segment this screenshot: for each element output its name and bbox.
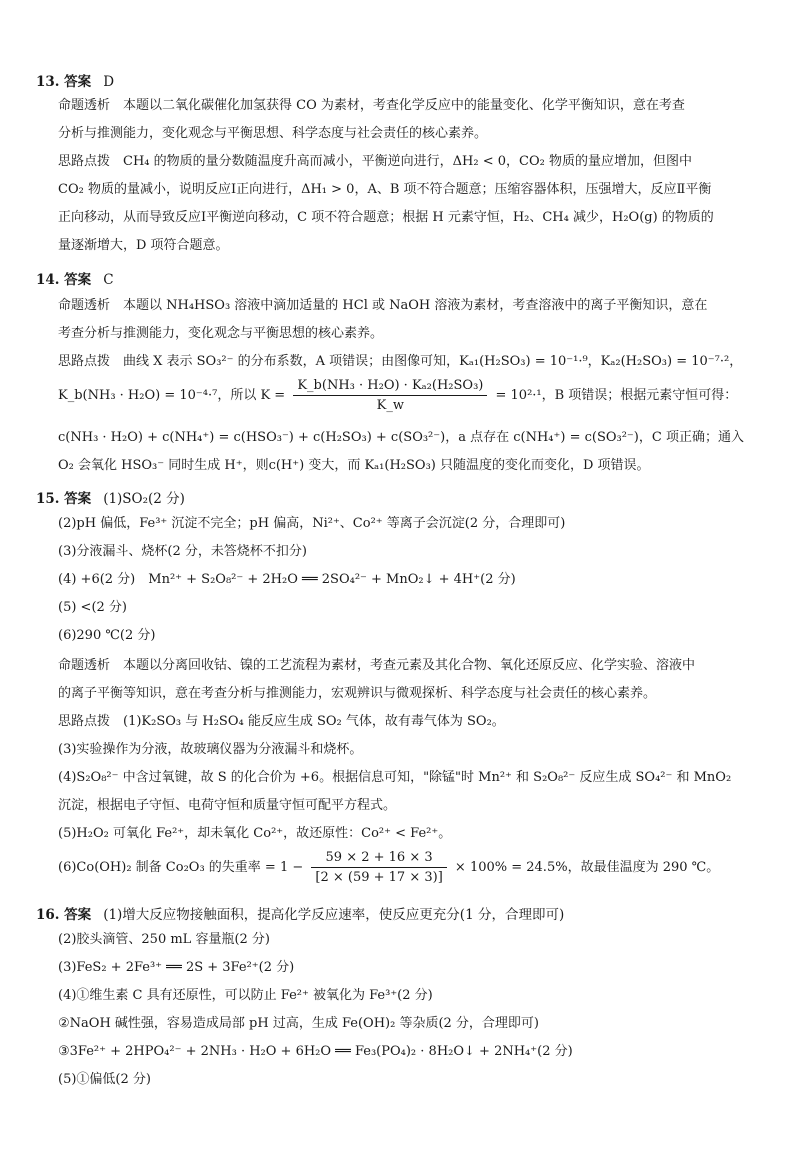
q14-line-5: c(NH₃ · H₂O) + c(NH₄⁺) = c(HSO₃⁻) + c(H₂SO₃) + c(SO₃²⁻)，a 点存在 c(NH₄⁺) = c(SO₃²⁻)，C 项正确；通入 bbox=[58, 430, 744, 445]
q15-line-1: 命题透析 本题以分离回收钴、镍的工艺流程为素材，考查元素及其化合物、氧化还原反应、化学实验、溶液中 bbox=[58, 658, 696, 673]
q15-label: 15. 答案 bbox=[36, 491, 92, 507]
q13-line-1: 命题透析 本题以二氧化碳催化加氢获得 CO 为素材，考查化学反应中的能量变化、化学平衡知识，意在考查 bbox=[58, 98, 685, 113]
q13-line-3: 思路点拨 CH₄ 的物质的量分数随温度升高而减小，平衡逆向进行，ΔH₂ < 0，CO₂ 物质的量应增加，但图中 bbox=[58, 154, 692, 169]
q14-line-2: 考查分析与推测能力，变化观念与平衡思想的核心素养。 bbox=[58, 326, 384, 341]
q16-answer-3: (3)FeS₂ + 2Fe³⁺ ══ 2S + 3Fe²⁺(2 分) bbox=[58, 960, 295, 975]
q16-answer-4: (4)①维生素 C 具有还原性，可以防止 Fe²⁺ 被氧化为 Fe³⁺(2 分) bbox=[58, 988, 433, 1003]
q13-answer: D bbox=[103, 74, 115, 90]
q15-line-4: (3)实验操作为分液，故玻璃仪器为分液漏斗和烧杯。 bbox=[58, 742, 363, 757]
q16-answer-1: (1)增大反应物接触面积，提高化学反应速率，使反应更充分(1 分，合理即可) bbox=[103, 907, 565, 923]
q13-line-2: 分析与推测能力，变化观念与平衡思想、科学态度与社会责任的核心素养。 bbox=[58, 126, 488, 141]
q13-line-6: 量逐渐增大，D 项符合题意。 bbox=[58, 238, 229, 253]
q15-line-6: 沉淀，根据电子守恒、电荷守恒和质量守恒可配平方程式。 bbox=[58, 798, 397, 813]
q16-answer-6: ③3Fe²⁺ + 2HPO₄²⁻ + 2NH₃ · H₂O + 6H₂O ══ Fe₃(PO₄)₂ · 8H₂O↓ + 2NH₄⁺(2 分) bbox=[58, 1044, 573, 1059]
q14-formula-left: K_b(NH₃ · H₂O) = 10⁻⁴·⁷，所以 K = bbox=[58, 388, 286, 403]
q15-line-5: (4)S₂O₈²⁻ 中含过氧键，故 S 的化合价为 +6。根据信息可知，"除锰"时 Mn²⁺ 和 S₂O₈²⁻ 反应生成 SO₄²⁻ 和 MnO₂ bbox=[58, 770, 732, 785]
q15-line-7: (5)H₂O₂ 可氧化 Fe²⁺，却未氧化 Co²⁺，故还原性：Co²⁺ < Fe²⁺。 bbox=[58, 826, 452, 841]
q13-header bbox=[36, 70, 114, 90]
q15-line-2: 的离子平衡等知识，意在考查分析与推测能力，宏观辨识与微观探析、科学态度与社会责任的核心素养。 bbox=[58, 686, 657, 701]
q15-answer-6: (6)290 ℃(2 分) bbox=[58, 628, 156, 643]
q14-formula-line bbox=[58, 378, 764, 413]
q14-fraction bbox=[293, 378, 487, 413]
q15-answer-2: (2)pH 偏低，Fe³⁺ 沉淀不完全；pH 偏高，Ni²⁺、Co²⁺ 等离子会沉淀(2 分，合理即可) bbox=[58, 516, 566, 531]
q14-formula-right: = 10²·¹，B 项错误；根据元素守恒可得： bbox=[495, 388, 738, 403]
q15-fraction bbox=[311, 850, 446, 885]
q15-answer-4: (4) +6(2 分) Mn²⁺ + S₂O₈²⁻ + 2H₂O ══ 2SO₄²⁻ + MnO₂↓ + 4H⁺(2 分) bbox=[58, 572, 516, 587]
q13-label: 13. 答案 bbox=[36, 74, 92, 90]
q14-answer: C bbox=[103, 272, 114, 288]
q14-line-6: O₂ 会氧化 HSO₃⁻ 同时生成 H⁺，则c(H⁺) 变大，而 Kₐ₁(H₂SO₃) 只随温度的变化而变化，D 项错误。 bbox=[58, 458, 650, 473]
q16-header bbox=[36, 903, 564, 923]
q15-line-3: 思路点拨 (1)K₂SO₃ 与 H₂SO₄ 能反应生成 SO₂ 气体，故有毒气体为 SO₂。 bbox=[58, 714, 505, 729]
q15-header bbox=[36, 487, 185, 507]
q14-fraction-numerator: K_b(NH₃ · H₂O) · Kₐ₂(H₂SO₃) bbox=[293, 378, 487, 396]
q15-formula-line bbox=[58, 850, 764, 885]
q14-line-1: 命题透析 本题以 NH₄HSO₃ 溶液中滴加适量的 HCl 或 NaOH 溶液为素材，考查溶液中的离子平衡知识，意在 bbox=[58, 298, 708, 313]
q15-answer-3: (3)分液漏斗、烧杯(2 分，未答烧杯不扣分) bbox=[58, 544, 307, 559]
q13-line-5: 正向移动，从而导致反应Ⅰ平衡逆向移动，C 项不符合题意；根据 H 元素守恒，H₂、CH₄ 减少，H₂O(g) 的物质的 bbox=[58, 210, 714, 225]
q15-fraction-denominator: [2 × (59 + 17 × 3)] bbox=[315, 870, 443, 885]
q15-answer-5: (5) <(2 分) bbox=[58, 600, 127, 615]
q14-header bbox=[36, 268, 114, 288]
q16-answer-7: (5)①偏低(2 分) bbox=[58, 1072, 151, 1087]
q14-label: 14. 答案 bbox=[36, 272, 92, 288]
q16-answer-2: (2)胶头滴管、250 mL 容量瓶(2 分) bbox=[58, 932, 270, 947]
q16-answer-5: ②NaOH 碱性强，容易造成局部 pH 过高，生成 Fe(OH)₂ 等杂质(2 分，合理即可) bbox=[58, 1016, 539, 1031]
q15-formula-right: × 100% = 24.5%，故最佳温度为 290 ℃。 bbox=[454, 860, 720, 875]
q15-fraction-numerator: 59 × 2 + 16 × 3 bbox=[311, 850, 446, 868]
q16-label: 16. 答案 bbox=[36, 907, 92, 923]
q14-line-3: 思路点拨 曲线 X 表示 SO₃²⁻ 的分布系数，A 项错误；由图像可知，Kₐ₁(H₂SO₃) = 10⁻¹·⁹，Kₐ₂(H₂SO₃) = 10⁻⁷·²， bbox=[58, 354, 743, 369]
q13-line-4: CO₂ 物质的量减小，说明反应Ⅰ正向进行，ΔH₁ > 0，A、B 项不符合题意；压缩容器体积，压强增大，反应Ⅱ平衡 bbox=[58, 182, 712, 197]
q15-answer-1: (1)SO₂(2 分) bbox=[103, 491, 185, 507]
q14-fraction-denominator: K_w bbox=[376, 398, 405, 413]
q15-formula-left: (6)Co(OH)₂ 制备 Co₂O₃ 的失重率 = 1 − bbox=[58, 860, 304, 875]
